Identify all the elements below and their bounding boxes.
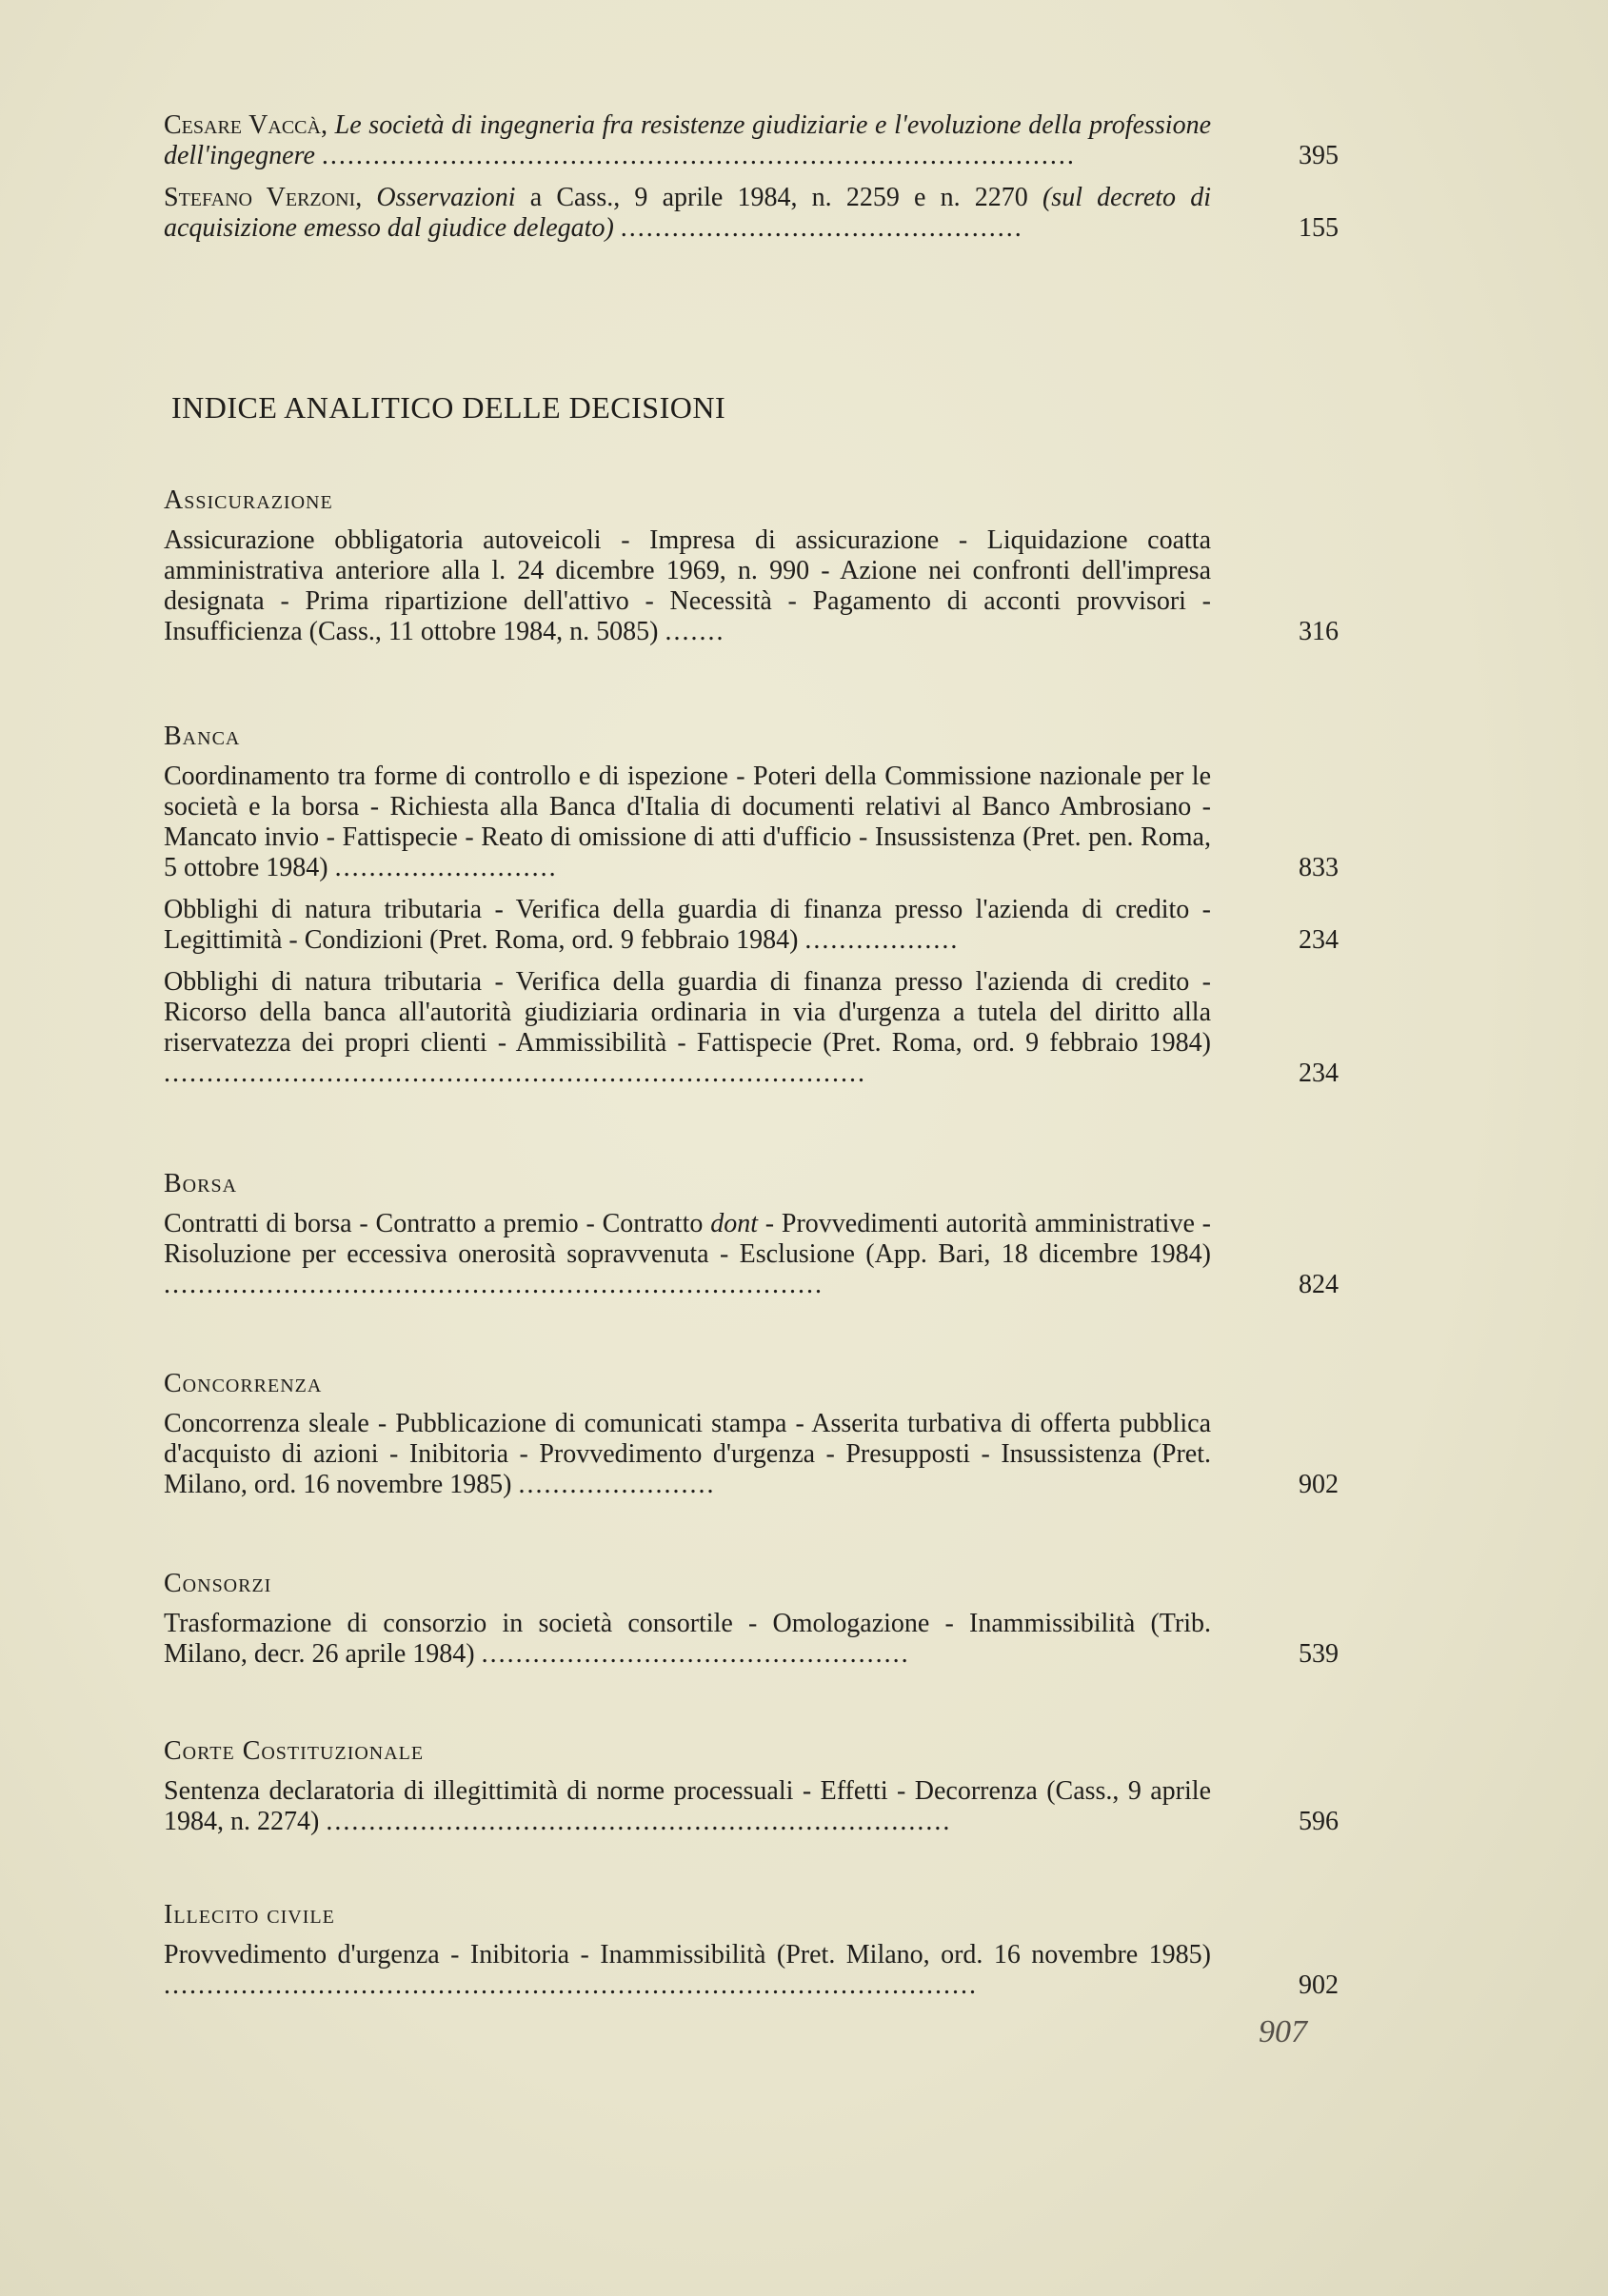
index-entry: Contratti di borsa - Contratto a premio - Contratto dont - Provvedimenti autorità amministrative - Risoluzione per eccessiva onerosità sopravvenuta - Esclusione (App. Bari, 18 dicembre 1984) ............................................................................. 824	[164, 1209, 1339, 1299]
article-title: Osservazioni	[376, 183, 516, 212]
entry-text: Trasformazione di consorzio in società consortile - Omologazione - Inammissibilità (Trib. Milano, decr. 26 aprile 1984)	[164, 1609, 1211, 1669]
section-illecito-civile	[164, 1900, 1339, 2001]
index-entry: Obblighi di natura tributaria - Verifica della guardia di finanza presso l'azienda di credito - Legittimità - Condizioni (Pret. Roma, ord. 9 febbraio 1984) .................. 234	[164, 895, 1339, 955]
article-subtitle: (sul decreto di acquisizione emesso dal giudice delegato)	[164, 183, 1212, 243]
section-heading: Borsa	[164, 1169, 238, 1198]
page-ref: 234	[1299, 925, 1339, 955]
page-ref: 316	[1299, 617, 1339, 646]
page-ref: 395	[1299, 141, 1339, 170]
index-entry: Coordinamento tra forme di controllo e di ispezione - Poteri della Commissione nazionale per le società e la borsa - Richiesta alla Banca d'Italia di documenti relativi al Banco Ambrosiano - Mancato invio - Fattispecie - Reato di omissione di atti d'ufficio - Insussistenza (Pret. pen. Roma, 5 ottobre 1984) .......................... 833	[164, 762, 1339, 882]
entry-text: - Provvedimenti autorità amministrative - Risoluzione per eccessiva onerosità sopravvenuta - Esclusione (App. Bari, 18 dicembre 1984)	[164, 1209, 1212, 1269]
index-entry: Obblighi di natura tributaria - Verifica della guardia di finanza presso l'azienda di credito - Ricorso della banca all'autorità giudiziaria ordinaria in via d'urgenza a tutela del diritto alla riservatezza dei propri clienti - Ammissibilità - Fattispecie (Pret. Roma, ord. 9 febbraio 1984) .................................................................................. 234	[164, 967, 1339, 1088]
article-title: Le società di ingegneria fra resistenze giudiziarie e l'evoluzione della professione dell'ingegnere	[164, 110, 1212, 170]
index-entry: Sentenza declaratoria di illegittimità di norme processuali - Effetti - Decorrenza (Cass., 9 aprile 1984, n. 2274) ......................................................................... 596	[164, 1776, 1339, 1836]
entry-text: Concorrenza sleale - Pubblicazione di comunicati stampa - Asserita turbativa di offerta pubblica d'acquisto di azioni - Inibitoria - Provvedimento d'urgenza - Presupposti - Insussistenza (Pret. Milano, ord. 16 novembre 1985)	[164, 1409, 1211, 1499]
section-assicurazione	[164, 485, 1339, 647]
page-ref: 902	[1299, 1970, 1339, 2000]
page-ref: 824	[1299, 1270, 1339, 1299]
section-heading: Concorrenza	[164, 1369, 323, 1398]
entry-text: Coordinamento tra forme di controllo e di ispezione - Poteri della Commissione nazionale per le società e la borsa - Richiesta alla Banca d'Italia di documenti relativi al Banco Ambrosiano - Mancato invio - Fattispecie - Reato di omissione di atti d'ufficio - Insussistenza (Pret. pen. Roma, 5 ottobre 1984)	[164, 762, 1211, 882]
section-consorzi	[164, 1569, 1339, 1670]
entry-text: Obblighi di natura tributaria - Verifica della guardia di finanza presso l'azienda di credito - Legittimità - Condizioni (Pret. Roma, ord. 9 febbraio 1984)	[164, 895, 1211, 955]
page-ref: 902	[1299, 1470, 1339, 1499]
section-corte-costituzionale	[164, 1736, 1339, 1837]
index-entry: Provvedimento d'urgenza - Inibitoria - Inammissibilità (Pret. Milano, ord. 16 novembre 1985) ............................................................................................... 902	[164, 1940, 1339, 2000]
author-list	[164, 110, 1339, 244]
page-ref: 833	[1299, 853, 1339, 882]
entry-text: Provvedimento d'urgenza - Inibitoria - Inammissibilità (Pret. Milano, ord. 16 novembre 1985)	[164, 1940, 1211, 1969]
index-entry: Assicurazione obbligatoria autoveicoli - Impresa di assicurazione - Liquidazione coatta amministrativa anteriore alla l. 24 dicembre 1969, n. 990 - Azione nei confronti dell'impresa designata - Prima ripartizione dell'attivo - Necessità - Pagamento di acconti provvisori - Insufficienza (Cass., 11 ottobre 1984, n. 5085) ....... 316	[164, 525, 1339, 646]
section-heading: Consorzi	[164, 1569, 272, 1598]
author-entry: Cesare Vaccà, Le società di ingegneria fra resistenze giudiziarie e l'evoluzione della professione dell'ingegnere ........................................................................................ 395	[164, 110, 1339, 170]
section-concorrenza	[164, 1369, 1339, 1500]
section-heading: Corte Costituzionale	[164, 1736, 425, 1766]
author-entry: Stefano Verzoni, Osservazioni a Cass., 9 aprile 1984, n. 2259 e n. 2270 (sul decreto di acquisizione emesso dal giudice delegato) ............................................... 155	[164, 183, 1339, 243]
index-entry: Concorrenza sleale - Pubblicazione di comunicati stampa - Asserita turbativa di offerta pubblica d'acquisto di azioni - Inibitoria - Provvedimento d'urgenza - Presupposti - Insussistenza (Pret. Milano, ord. 16 novembre 1985) ....................... 902	[164, 1409, 1339, 1499]
author-name: Stefano Verzoni	[164, 183, 356, 212]
index-entry: Trasformazione di consorzio in società consortile - Omologazione - Inammissibilità (Trib. Milano, decr. 26 aprile 1984) .................................................. 539	[164, 1609, 1339, 1669]
section-heading: Assicurazione	[164, 485, 333, 515]
page-ref: 234	[1299, 1059, 1339, 1088]
section-borsa	[164, 1169, 1339, 1300]
page-ref: 596	[1299, 1807, 1339, 1836]
entry-text-italic: dont	[710, 1209, 758, 1238]
page-ref: 539	[1299, 1639, 1339, 1669]
entry-text: Contratti di borsa - Contratto a premio - Contratto	[164, 1209, 711, 1238]
article-ref: a Cass., 9 aprile 1984, n. 2259 e n. 2270	[529, 183, 1028, 212]
section-banca	[164, 722, 1339, 1089]
entry-text: Obblighi di natura tributaria - Verifica della guardia di finanza presso l'azienda di credito - Ricorso della banca all'autorità giudiziaria ordinaria in via d'urgenza a tutela del diritto alla riservatezza dei propri clienti - Ammissibilità - Fattispecie (Pret. Roma, ord. 9 febbraio 1984)	[164, 967, 1211, 1058]
entry-text: Assicurazione obbligatoria autoveicoli - Impresa di assicurazione - Liquidazione coatta amministrativa anteriore alla l. 24 dicembre 1969, n. 990 - Azione nei confronti dell'impresa designata - Prima ripartizione dell'attivo - Necessità - Pagamento di acconti provvisori - Insufficienza (Cass., 11 ottobre 1984, n. 5085)	[164, 525, 1211, 646]
page-ref: 155	[1299, 213, 1339, 243]
entry-text: Sentenza declaratoria di illegittimità di norme processuali - Effetti - Decorrenza (Cass., 9 aprile 1984, n. 2274)	[164, 1776, 1211, 1836]
index-title: INDICE ANALITICO DELLE DECISIONI	[171, 390, 726, 425]
section-heading: Illecito civile	[164, 1900, 335, 1930]
author-name: Cesare Vaccà	[164, 110, 321, 140]
page-number: 907	[1259, 2014, 1307, 2049]
section-heading: Banca	[164, 722, 241, 751]
